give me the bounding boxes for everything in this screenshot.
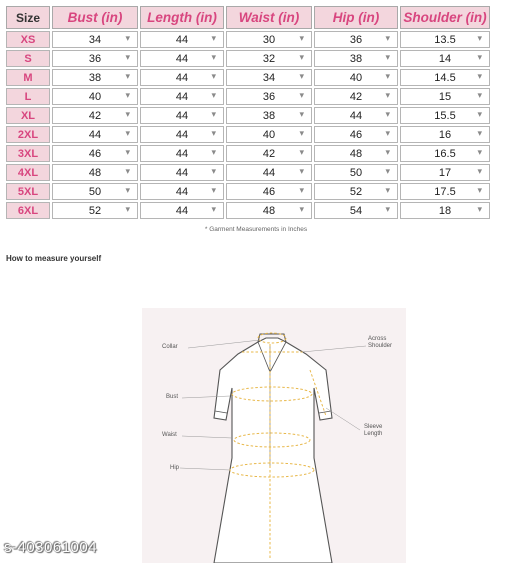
bust-value-cell: 40 ▾ [52, 88, 138, 105]
across-shoulder-label [368, 336, 392, 350]
collar-label: Collar [162, 344, 178, 350]
product-code-watermark: s-403061004 [4, 539, 98, 556]
length-value-cell: 44 ▾ [140, 183, 224, 200]
length-value-cell: 44 ▾ [140, 107, 224, 124]
waist-value-cell: 46 ▾ [226, 183, 312, 200]
size-cell: 4XL [6, 164, 50, 181]
bust-value-cell: 42 ▾ [52, 107, 138, 124]
size-row [6, 145, 490, 162]
hip-label: Hip [170, 465, 180, 471]
hip-value-cell: 46 ▾ [314, 126, 398, 143]
size-row [6, 126, 490, 143]
waist-value-cell: 48 ▾ [226, 202, 312, 219]
hip-value-cell: 40 ▾ [314, 69, 398, 86]
length-value-cell: 44 ▾ [140, 69, 224, 86]
bust-label: Bust [166, 394, 179, 400]
size-cell: 3XL [6, 145, 50, 162]
column-header-bust: Bust (in) [52, 6, 138, 29]
hip-value-cell: 36 ▾ [314, 31, 398, 48]
bust-value-cell: 44 ▾ [52, 126, 138, 143]
column-header-length: Length (in) [140, 6, 224, 29]
size-cell: M [6, 69, 50, 86]
size-row [6, 69, 490, 86]
bust-value-cell: 38 ▾ [52, 69, 138, 86]
waist-value-cell: 32 ▾ [226, 50, 312, 67]
size-row [6, 31, 490, 48]
size-cell: XS [6, 31, 50, 48]
column-header-shoulder: Shoulder (in) [400, 6, 490, 29]
sleeve-length-label-line2: Length [364, 431, 383, 437]
waist-value-cell: 40 ▾ [226, 126, 312, 143]
length-value-cell: 44 ▾ [140, 202, 224, 219]
shoulder-value-cell: 15.5 ▾ [400, 107, 490, 124]
shoulder-value-cell: 13.5 ▾ [400, 31, 490, 48]
bust-value-cell: 34 ▾ [52, 31, 138, 48]
size-row [6, 107, 490, 124]
sleeve-length-label [364, 424, 382, 438]
bust-value-cell: 48 ▾ [52, 164, 138, 181]
bust-value-cell: 36 ▾ [52, 50, 138, 67]
hip-value-cell: 50 ▾ [314, 164, 398, 181]
size-cell: L [6, 88, 50, 105]
waist-value-cell: 30 ▾ [226, 31, 312, 48]
shoulder-value-cell: 15 ▾ [400, 88, 490, 105]
shoulder-value-cell: 18 ▾ [400, 202, 490, 219]
size-row [6, 88, 490, 105]
length-value-cell: 44 ▾ [140, 164, 224, 181]
length-value-cell: 44 ▾ [140, 50, 224, 67]
hip-value-cell: 42 ▾ [314, 88, 398, 105]
bust-value-cell: 50 ▾ [52, 183, 138, 200]
shoulder-value-cell: 14 ▾ [400, 50, 490, 67]
length-value-cell: 44 ▾ [140, 145, 224, 162]
size-cell: 6XL [6, 202, 50, 219]
waist-value-cell: 36 ▾ [226, 88, 312, 105]
column-header-waist: Waist (in) [226, 6, 312, 29]
size-cell: S [6, 50, 50, 67]
size-chart-header-row [6, 6, 490, 29]
size-row [6, 183, 490, 200]
shoulder-value-cell: 16.5 ▾ [400, 145, 490, 162]
length-value-cell: 44 ▾ [140, 88, 224, 105]
length-value-cell: 44 ▾ [140, 126, 224, 143]
size-chart-table [4, 4, 492, 221]
size-row [6, 50, 490, 67]
hip-value-cell: 54 ▾ [314, 202, 398, 219]
hip-value-cell: 52 ▾ [314, 183, 398, 200]
sleeve-length-label-line1: Sleeve [364, 424, 383, 430]
shoulder-value-cell: 17 ▾ [400, 164, 490, 181]
bust-value-cell: 46 ▾ [52, 145, 138, 162]
hip-value-cell: 48 ▾ [314, 145, 398, 162]
across-shoulder-label-line2: Shoulder [368, 343, 393, 349]
waist-value-cell: 42 ▾ [226, 145, 312, 162]
across-shoulder-label-line1: Across [368, 336, 387, 342]
column-header-hip: Hip (in) [314, 6, 398, 29]
hip-value-cell: 38 ▾ [314, 50, 398, 67]
length-value-cell: 44 ▾ [140, 31, 224, 48]
waist-label: Waist [162, 432, 177, 438]
size-cell: 2XL [6, 126, 50, 143]
size-row [6, 164, 490, 181]
bust-value-cell: 52 ▾ [52, 202, 138, 219]
shoulder-value-cell: 17.5 ▾ [400, 183, 490, 200]
size-cell: 5XL [6, 183, 50, 200]
waist-value-cell: 34 ▾ [226, 69, 312, 86]
size-cell: XL [6, 107, 50, 124]
waist-value-cell: 38 ▾ [226, 107, 312, 124]
shoulder-value-cell: 16 ▾ [400, 126, 490, 143]
measurement-footnote: * Garment Measurements in Inches [204, 226, 308, 233]
how-to-measure-title: How to measure yourself [6, 254, 102, 263]
measurement-diagram [142, 308, 406, 563]
column-header-size: Size [6, 6, 50, 29]
waist-value-cell: 44 ▾ [226, 164, 312, 181]
hip-value-cell: 44 ▾ [314, 107, 398, 124]
size-row [6, 202, 490, 219]
shoulder-value-cell: 14.5 ▾ [400, 69, 490, 86]
